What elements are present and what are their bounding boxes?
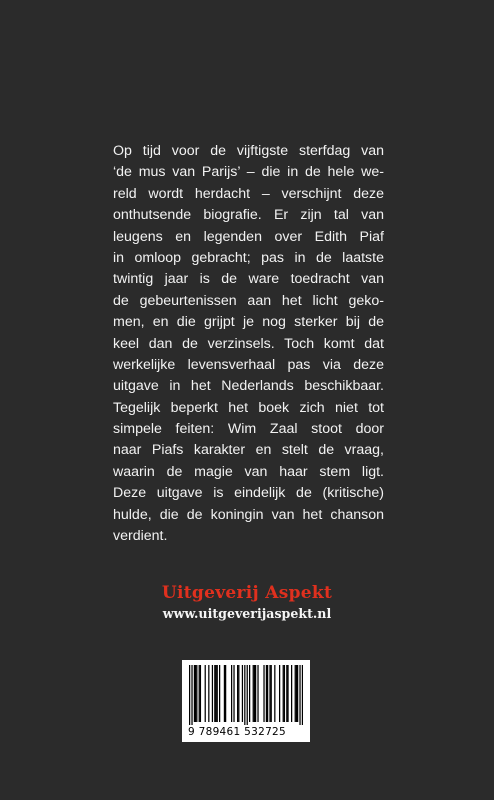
- barcode-bar: [267, 665, 268, 722]
- barcode-bar: [231, 665, 232, 722]
- blurb-line: naar Piafs karakter en stelt de vraag,: [113, 442, 384, 459]
- blurb-line: leugens en legenden over Edith Piaf: [113, 228, 384, 245]
- barcode-bar: [274, 665, 275, 722]
- barcode-bar: [302, 665, 303, 725]
- blurb-line: Op tijd voor de vijftigste sterfdag van: [113, 143, 384, 159]
- barcode-bar: [286, 665, 287, 722]
- isbn-barcode: [182, 660, 310, 742]
- barcode-bar: [233, 665, 234, 722]
- barcode-bar: [225, 665, 226, 722]
- blurb-line: ‘de mus van Parijs’ – die in de hele we-: [113, 164, 384, 181]
- barcode-bar: [200, 665, 201, 722]
- barcode-bar: [291, 665, 292, 722]
- blurb-line: simpele feiten: Wim Zaal stoot door: [113, 421, 384, 438]
- barcode-bar: [249, 665, 250, 722]
- barcode-bar: [284, 665, 285, 722]
- barcode-bar: [297, 665, 298, 722]
- barcode-bar: [217, 665, 218, 722]
- barcode-bar: [255, 665, 256, 722]
- barcode-bar: [263, 665, 264, 722]
- back-cover-blurb: [113, 141, 384, 547]
- blurb-line: onthutsende biografie. Er zijn tal van: [113, 207, 384, 224]
- barcode-bar: [269, 665, 270, 722]
- barcode-bar: [237, 665, 238, 722]
- barcode-bar: [253, 665, 254, 722]
- blurb-line: Tegelijk beperkt het boek zich niet tot: [113, 399, 384, 416]
- barcode-bar: [212, 665, 213, 722]
- blurb-line: men, en die grijpt je nog sterker bij de: [113, 314, 384, 331]
- blurb-line: reld wordt herdacht – verschijnt deze: [113, 185, 384, 202]
- barcode-bar: [247, 665, 248, 725]
- barcode-bar: [244, 665, 245, 725]
- blurb-line: keel dan de verzinsels. Toch komt dat: [113, 335, 384, 352]
- blurb-line: Deze uitgave is eindelijk de (kritische): [113, 485, 384, 502]
- barcode-bar: [205, 665, 206, 722]
- blurb-line: uitgave in het Nederlands beschikbaar.: [113, 378, 384, 395]
- barcode-bar: [195, 665, 196, 722]
- barcode-bar: [214, 665, 215, 722]
- blurb-line: de gebeurtenissen aan het licht geko-: [113, 292, 384, 309]
- barcode-bar: [299, 665, 300, 725]
- barcode-bar: [283, 665, 284, 722]
- barcode-bar: [199, 665, 200, 722]
- blurb-line: hulde, die de koningin van het chanson: [113, 506, 384, 523]
- blurb-line: in omloop gebracht; pas in de laatste: [113, 249, 384, 266]
- publisher-name: Uitgeverij Aspekt: [161, 583, 333, 603]
- barcode-bar: [296, 665, 297, 722]
- barcode-bar: [191, 665, 192, 725]
- blurb-line: waarin de magie van haar stem ligt.: [113, 463, 384, 480]
- barcode-bar: [271, 665, 272, 722]
- barcode-bar: [208, 665, 209, 722]
- barcode-bar: [287, 665, 288, 722]
- barcode-bar: [254, 665, 255, 722]
- blurb-line: verdient.: [113, 528, 168, 545]
- barcode-bar: [238, 665, 239, 722]
- barcode-bar: [257, 665, 258, 722]
- barcode-digits: 9 789461 532725: [188, 726, 287, 738]
- barcode-bar: [242, 665, 243, 722]
- barcode-bar: [219, 665, 220, 722]
- barcode-bar: [189, 665, 190, 725]
- barcode-bar: [194, 665, 195, 722]
- blurb-line: werkelijke levensverhaal pas via deze: [113, 356, 384, 373]
- barcode-bar: [295, 665, 296, 722]
- barcode-bar: [224, 665, 225, 722]
- barcode-bar: [279, 665, 280, 722]
- blurb-line: twintig jaar is de ware toedracht van: [113, 271, 384, 288]
- barcode-bar: [196, 665, 197, 722]
- barcode-bars: [189, 665, 303, 725]
- barcode-bar: [266, 665, 267, 722]
- publisher-url: www.uitgeverijaspekt.nl: [162, 606, 332, 621]
- barcode-bar: [215, 665, 216, 722]
